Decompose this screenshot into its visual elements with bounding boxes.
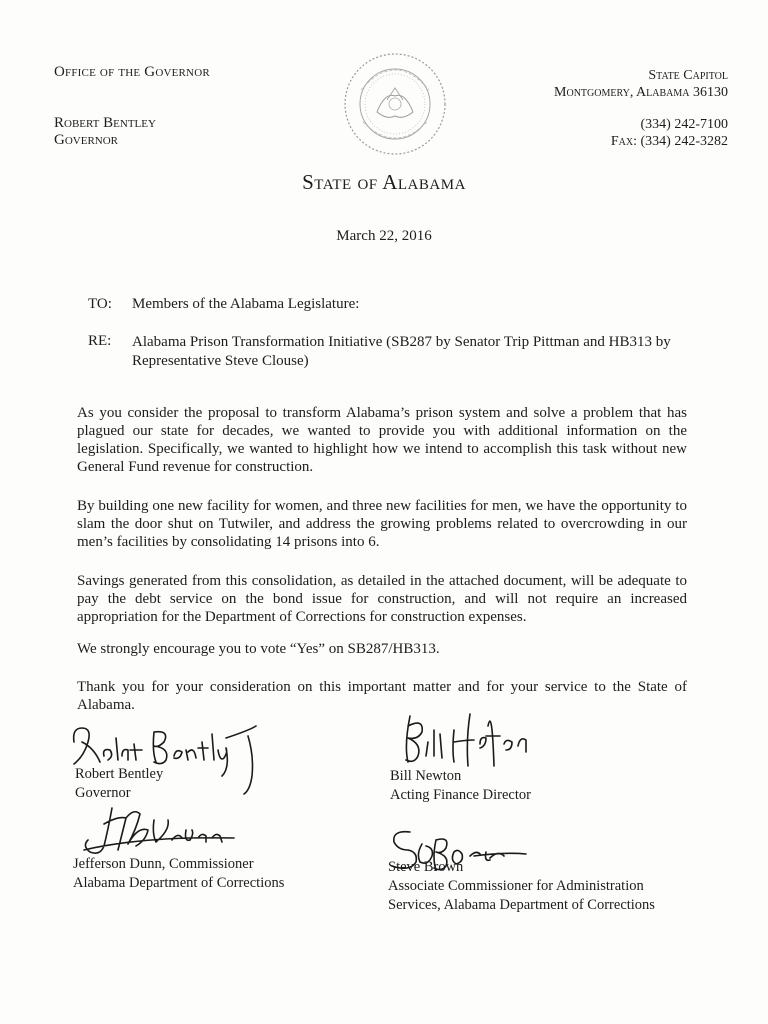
bentley-title: Governor: [75, 785, 131, 801]
body-paragraph-2: By building one new facility for women, and three new facilities for men, we have the opportunity to slam the door shut on Tutwiler, and address the growing problems related to overcrowding in our men’s facilities by consolidating 14 prisons into 6.: [77, 498, 687, 550]
to-recipients: Members of the Alabama Legislature:: [132, 296, 360, 312]
newton-title: Acting Finance Director: [390, 787, 531, 803]
letter-date: March 22, 2016: [336, 228, 432, 244]
body-paragraph-5: Thank you for your consideration on this important matter and for your service to the State of Alabama.: [77, 679, 687, 713]
dunn-title: Alabama Department of Corrections: [73, 875, 285, 891]
body-paragraph-3: Savings generated from this consolidation, as detailed in the attached document, will be adequate to pay the debt service on the bond issue for construction, and will not require an increased appropriation for the Department of Corrections for construction expenses.: [77, 573, 687, 625]
dunn-signature-block: [73, 855, 284, 893]
document-title: State of Alabama: [302, 170, 466, 194]
body-paragraph-1: As you consider the proposal to transform Alabama’s prison system and solve a problem that has plagued our state for decades, we wanted to provide you with additional information on the legislation. Specifically, we wanted to highlight how we intend to accomplish this task without new General Fund revenue for construction.: [77, 405, 687, 475]
address-line-1: State Capitol: [648, 68, 728, 83]
governor-title: Governor: [54, 132, 119, 148]
body-paragraph-4: We strongly encourage you to vote “Yes” on SB287/HB313.: [77, 641, 440, 657]
fax-number: (334) 242-3282: [637, 134, 728, 149]
state-seal-icon: [341, 50, 449, 158]
address-line-2: Montgomery, Alabama 36130: [554, 85, 728, 100]
office-heading: Office of the Governor: [54, 64, 210, 80]
brown-name: Steve Brown: [388, 859, 464, 875]
bentley-name: Robert Bentley: [75, 766, 164, 782]
contact-numbers: [611, 116, 728, 150]
dunn-name: Jefferson Dunn, Commissioner: [73, 856, 254, 872]
capitol-address: [554, 67, 728, 101]
re-subject: Alabama Prison Transformation Initiative (SB287 by Senator Trip Pittman and HB313 by Representative Steve Clouse): [132, 334, 671, 369]
brown-title-line-2: Services, Alabama Department of Corrections: [388, 897, 655, 913]
brown-title-line-1: Associate Commissioner for Administration: [388, 878, 644, 894]
fax-label: Fax:: [610, 134, 637, 149]
brown-signature-block: [388, 858, 655, 915]
newton-signature: [396, 696, 536, 778]
to-label: TO:: [88, 296, 112, 312]
newton-name: Bill Newton: [390, 768, 462, 784]
fax-line: [611, 133, 728, 150]
bentley-signature-block: [75, 765, 163, 803]
newton-signature-block: [390, 767, 531, 805]
governor-name: Robert Bentley: [54, 115, 156, 131]
dunn-signature: [74, 800, 244, 860]
phone-number: (334) 242-7100: [640, 117, 728, 132]
re-label: RE:: [88, 333, 112, 349]
